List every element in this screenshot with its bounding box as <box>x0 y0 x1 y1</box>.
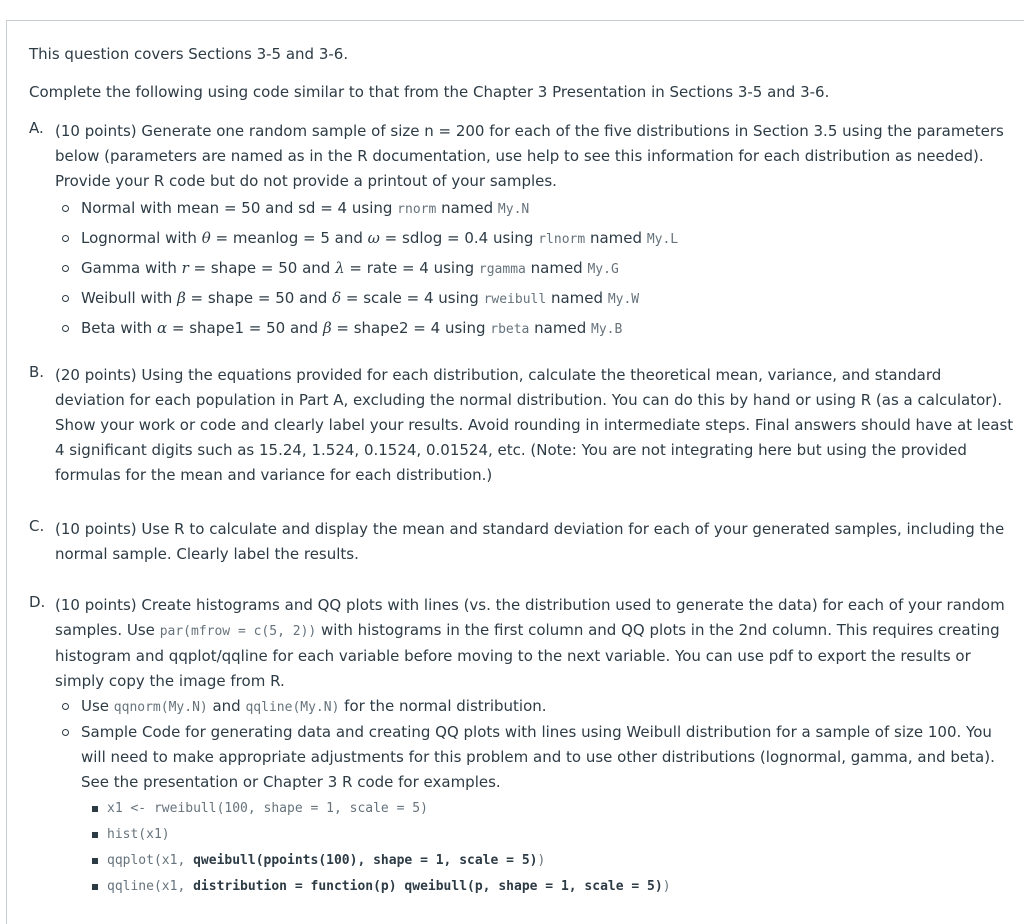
list-item-qqnorm: Use qqnorm(My.N) and qqline(My.N) for the normal distribution. <box>55 694 1014 720</box>
code-my-g: My.G <box>587 262 619 277</box>
bullet-circle-icon <box>62 325 69 332</box>
bullet-square-icon <box>92 884 98 890</box>
intro-instructions: Complete the following using code similar to that from the Chapter 3 Presentation in Sections 3-5 and 3-6. <box>29 83 830 101</box>
code-my-n: My.N <box>497 202 530 217</box>
list-item-sample-code: Sample Code for generating data and creating QQ plots with lines using Weibull distribution for a sample of size 100. You will need to make appropriate adjustments for this problem and to use other distributions (lognormal, gamma, and beta). See the presentation or Chapter 3 R code for examples. x1 <- rweibull(100, shape = 1, scale = 5) hist(x1) qqplot(x1, qweibull(ppoints(100), shape = 1, scale = 5)) qqline(x1, distribution = function(p) qweibull(p, shape = 1, scale = 5)) <box>55 720 1014 899</box>
part-c-letter: C. <box>29 517 45 535</box>
code-rbeta: rbeta <box>490 322 530 337</box>
bullet-circle-icon <box>62 265 69 272</box>
list-item-beta: Beta with α = shape1 = 50 and β = shape2 = 4 using rbeta named My.B <box>55 314 1014 344</box>
code-my-b: My.B <box>591 322 623 337</box>
code-my-w: My.W <box>607 292 640 307</box>
part-a <box>29 119 1014 344</box>
part-b-text: (20 points) Using the equations provided for each distribution, calculate the theoretical mean, variance, and standard deviation for each population in Part A, excluding the normal distribution. You can do this by hand or using R (as a calculator). Show your work or code and clearly label your results. Avoid rounding in intermediate steps. Final answers should have at least 4 significant digits such as 15.24, 1.524, 0.1524, 0.01524, etc. (Note: You are not integrating here but using the provided formulas for the mean and variance for each distribution.) <box>55 366 1014 484</box>
code-line: hist(x1) <box>81 821 1014 847</box>
code-line: qqplot(x1, qweibull(ppoints(100), shape = 1, scale = 5)) <box>81 847 1014 873</box>
intro-sections: This question covers Sections 3-5 and 3-6. <box>29 45 349 63</box>
part-d-text: (10 points) Create histograms and QQ plots with lines (vs. the distribution used to generate the data) for each of your random samples. Use par(mfrow = c(5, 2)) with histograms in the first column and QQ plots in the 2nd column. This requires creating histogram and qqplot/qqline for each variable before moving to the next variable. You can use pdf to export the results or simply copy the image from R. <box>55 596 1005 690</box>
part-a-letter: A. <box>29 119 44 137</box>
code-line: x1 <- rweibull(100, shape = 1, scale = 5) <box>81 795 1014 821</box>
code-rweibull: rweibull <box>483 292 547 307</box>
bullet-square-icon <box>92 832 98 838</box>
bullet-square-icon <box>92 806 98 812</box>
code-line: qqline(x1, distribution = function(p) qweibull(p, shape = 1, scale = 5)) <box>81 873 1014 899</box>
part-c-text: (10 points) Use R to calculate and display the mean and standard deviation for each of your generated samples, including the normal sample. Clearly label the results. <box>55 520 1005 563</box>
bullet-square-icon <box>92 858 98 864</box>
bullet-circle-icon <box>62 729 69 736</box>
list-item-weibull: Weibull with β = shape = 50 and δ = scale = 4 using rweibull named My.W <box>55 284 1014 314</box>
part-d-letter: D. <box>29 593 46 611</box>
list-item-gamma: Gamma with r = shape = 50 and λ = rate = 4 using rgamma named My.G <box>55 254 1014 284</box>
code-par-mfrow: par(mfrow = c(5, 2)) <box>159 624 317 639</box>
bullet-circle-icon <box>62 295 69 302</box>
bullet-circle-icon <box>62 235 69 242</box>
list-item-normal: Normal with mean = 50 and sd = 4 using rnorm named My.N <box>55 194 1014 224</box>
part-b-letter: B. <box>29 363 45 381</box>
bullet-circle-icon <box>62 205 69 212</box>
part-d <box>29 593 1014 899</box>
code-rnorm: rnorm <box>397 202 437 217</box>
part-b <box>29 363 1014 488</box>
part-a-text: (10 points) Generate one random sample of size n = 200 for each of the five distributions in Section 3.5 using the parameters below (parameters are named as in the R documentation, use help to see this information for each distribution as needed). Provide your R code but do not provide a printout of your samples. <box>55 122 1004 190</box>
part-d-bullets <box>55 694 1014 899</box>
question-panel <box>6 20 1024 924</box>
sample-code-list <box>81 795 1014 899</box>
list-item-lognormal: Lognormal with θ = meanlog = 5 and ω = sdlog = 0.4 using rlnorm named My.L <box>55 224 1014 254</box>
part-c <box>29 517 1014 567</box>
code-rlnorm: rlnorm <box>538 232 586 247</box>
code-my-l: My.L <box>646 232 679 247</box>
bullet-circle-icon <box>62 703 69 710</box>
code-qqnorm: qqnorm(My.N) <box>113 700 208 715</box>
code-rgamma: rgamma <box>478 262 526 277</box>
distribution-list <box>55 194 1014 344</box>
code-qqline: qqline(My.N) <box>245 700 340 715</box>
